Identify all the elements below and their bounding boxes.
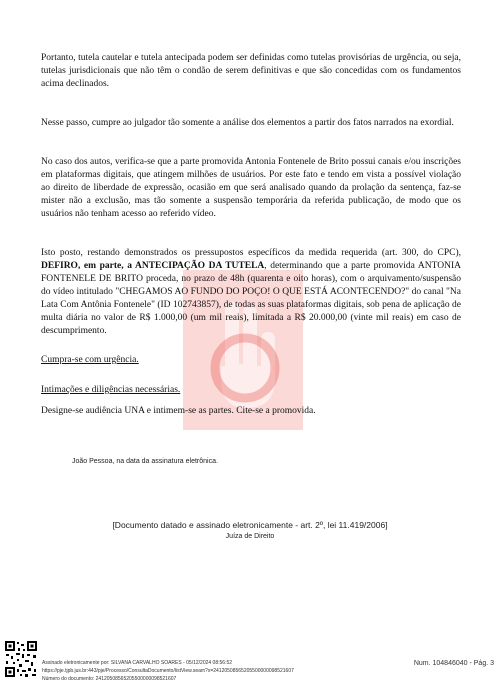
decisao-text-start: Isto posto, restando demonstrados os pressupostos específicos da medida requerida (art. 300, do CPC), <box>41 248 461 258</box>
document-number-line: Número do documento: 24120508565205500000098521607 <box>42 676 177 682</box>
paragraph-intimacoes: Intimações e diligências necessárias. <box>41 385 181 395</box>
signature-footer <box>0 638 500 683</box>
page-number: Num. 104846040 - Pág. 3 <box>413 660 494 667</box>
paragraph-decisao <box>41 247 461 338</box>
paragraph-designe-se: Designe-se audiência UNA e intimem-se as partes. Cite-se a promovida. <box>41 406 316 416</box>
decisao-text-end: , determinando que a parte promovida ANTONIA FONTENELE DE BRITO proceda, no prazo de 48h (quarenta e oito horas), com o arquivamento/suspensão do vídeo intitulado "CHEGAMOS AO FUNDO DO POÇO! O QUE ESTÁ ACONTECENDO?" do canal "Na Lata Com Antônia Fontenele" (ID 102743857), de todas as suas plataformas digitais, sob pena de aplicação de multa diária no valor de R$ 1.000,00 (um mil reais), limitada a R$ 20.000,00 (vinte mil reais) em caso de descumprimento. <box>41 261 461 336</box>
qr-code-icon[interactable] <box>4 640 38 678</box>
decisao-bold-text: DEFIRO, em parte, a ANTECIPAÇÃO DA TUTELA <box>41 261 265 271</box>
document-body <box>41 52 461 418</box>
signature-info <box>42 659 294 683</box>
paragraph-tutela: Portanto, tutela cautelar e tutela antecipada podem ser definidas como tutelas provisórias de urgência, ou seja, tutelas jurisdicionais que não têm o condão de serem definitivas e que são concedidas com os fundamentos acima declinados. <box>41 53 461 89</box>
signer-role: Juíza de Direito <box>225 533 275 540</box>
paragraph-julgador: Nesse passo, cumpre ao julgador tão somente a análise dos elementos a partir dos fatos narrados na exordial. <box>41 118 454 128</box>
paragraph-cumpra-se: Cumpra-se com urgência. <box>41 355 139 365</box>
verification-url[interactable]: https://pje.tjpb.jus.br:443/pje/Processo/ConsultaDocumento/listView.seam?x=24120508565205500000098521607 <box>42 668 294 674</box>
signed-by-line: Assinado eletronicamente por: SILVANA CARVALHO SOARES - 05/12/2024 08:56:52 <box>42 660 233 666</box>
paragraph-caso-autos: No caso dos autos, verifica-se que a parte promovida Antonia Fontenele de Brito possui canais e/ou inscrições em plataformas digitais, que atingem milhões de usuários. Por este fato e tendo em vista a possível violação ao direito de liberdade de expressão, ocasião em que será analisado quando da prolação da sentença, faz-se mister não a exclusão, mas tão somente a suspensão temporária da referida publicação, de modo que os usuários não tenham acesso ao referido vídeo. <box>41 157 461 219</box>
place-date: João Pessoa, na data da assinatura eletrônica. <box>72 458 218 465</box>
signed-note: [Documento datado e assinado eletronicamente - art. 2º, lei 11.419/2006] <box>112 520 388 530</box>
